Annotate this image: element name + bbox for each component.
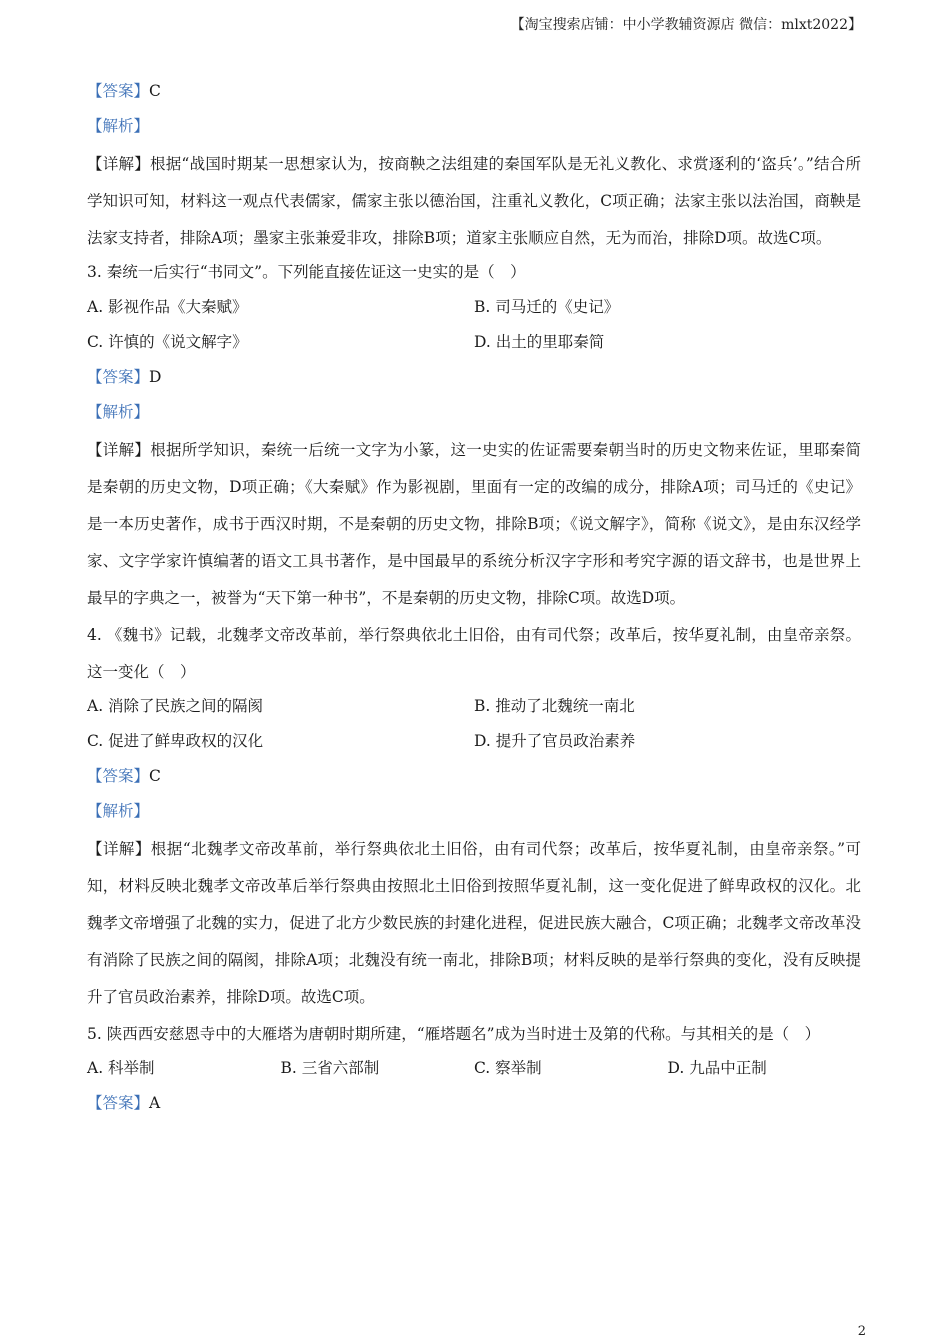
answer-value: D bbox=[149, 368, 162, 386]
answer-tag: 【答案】 bbox=[87, 82, 150, 100]
answer-value: A bbox=[149, 1094, 161, 1112]
analysis-tag: 【解析】 bbox=[87, 117, 150, 135]
q4-option-a: A. 消除了民族之间的隔阂 bbox=[87, 697, 264, 715]
q2-analysis bbox=[87, 111, 861, 146]
q5-options-row bbox=[87, 1053, 861, 1088]
q4-option-d: D. 提升了官员政治素养 bbox=[474, 732, 636, 750]
analysis-tag: 【解析】 bbox=[87, 802, 150, 820]
detail-tag: 【详解】 bbox=[87, 441, 151, 459]
q5-stem: 5. 陕西西安慈恩寺中的大雁塔为唐朝时期所建，“雁塔题名”成为当时进士及第的代称。与其相关的是（ ） bbox=[87, 1025, 821, 1043]
detail-text: 根据所学知识，秦统一后统一文字为小篆，这一史实的佐证需要秦朝当时的历史文物来佐证，里耶秦简是秦朝的历史文物，D项正确；《大秦赋》作为影视剧，里面有一定的改编的成分，排除A项；司马迁的《史记》是一本历史著作，成书于西汉时期，不是秦朝的历史文物，排除B项；《说文解字》，简称《说文》，是由东汉经学家、文字学家许慎编著的语文工具书著作，是中国最早的系统分析汉字字形和考究字源的语文辞书，也是世界上最早的字典之一，被誉为“天下第一种书”，不是秦朝的历史文物，排除C项。故选D项。 bbox=[87, 441, 861, 607]
q2-detail bbox=[87, 146, 861, 257]
detail-text: 根据“北魏孝文帝改革前，举行祭典依北土旧俗，由有司代祭；改革后，按华夏礼制，由皇帝亲祭。”可知，材料反映北魏孝文帝改革后举行祭典由按照北土旧俗到按照华夏礼制，这一变化促进了鲜卑政权的汉化。北魏孝文帝增强了北魏的实力，促进了北方少数民族的封建化进程，促进民族大融合，C项正确；北魏孝文帝改革没有消除了民族之间的隔阂，排除A项；北魏没有统一南北，排除B项；材料反映的是举行祭典的变化，没有反映提升了官员政治素养，排除D项。故选C项。 bbox=[87, 840, 861, 1006]
answer-tag: 【答案】 bbox=[87, 1094, 150, 1112]
q4-options-row-2 bbox=[87, 726, 861, 761]
q5-option-c: C. 察举制 bbox=[474, 1059, 542, 1077]
q4-options-row-1 bbox=[87, 691, 861, 726]
page-number: 2 bbox=[857, 1324, 866, 1339]
q3-option-c: C. 许慎的《说文解字》 bbox=[87, 333, 248, 351]
q4-detail bbox=[87, 831, 861, 1016]
q3-detail bbox=[87, 432, 861, 617]
answer-value: C bbox=[149, 82, 161, 100]
q3-options-row-2 bbox=[87, 327, 861, 362]
detail-text: 根据“战国时期某一思想家认为，按商鞅之法组建的秦国军队是无礼义教化、求赏逐利的‘盗兵’。”结合所学知识可知，材料这一观点代表儒家，儒家主张以德治国，注重礼义教化，C项正确；法家主张以法治国，商鞅是法家支持者，排除A项；墨家主张兼爱非攻，排除B项；道家主张顺应自然，无为而治，排除D项。故选C项。 bbox=[87, 155, 861, 247]
q5-option-d: D. 九品中正制 bbox=[667, 1059, 767, 1077]
q5-answer bbox=[87, 1088, 861, 1123]
q3-stem: 3. 秦统一后实行“书同文”。下列能直接佐证这一史实的是（ ） bbox=[87, 263, 526, 281]
q3-option-a: A. 影视作品《大秦赋》 bbox=[87, 298, 248, 316]
q4-answer bbox=[87, 761, 861, 796]
analysis-tag: 【解析】 bbox=[87, 403, 150, 421]
q4-option-c: C. 促进了鲜卑政权的汉化 bbox=[87, 732, 264, 750]
q4-analysis bbox=[87, 796, 861, 831]
q3-options-row-1 bbox=[87, 292, 861, 327]
q3-analysis bbox=[87, 397, 861, 432]
q5-option-a: A. 科举制 bbox=[87, 1059, 155, 1077]
detail-tag: 【详解】 bbox=[87, 155, 150, 173]
page-header: 【淘宝搜索店铺：中小学教辅资源店 微信：mlxt2022】 bbox=[510, 17, 862, 33]
answer-tag: 【答案】 bbox=[87, 767, 150, 785]
q5-option-b: B. 三省六部制 bbox=[280, 1059, 380, 1077]
q4-stem: 4. 《魏书》记载，北魏孝文帝改革前，举行祭典依北土旧俗，由有司代祭；改革后，按华夏礼制，由皇帝亲祭。这一变化（ ） bbox=[87, 626, 861, 681]
q2-answer bbox=[87, 76, 861, 111]
answer-value: C bbox=[149, 767, 161, 785]
answer-tag: 【答案】 bbox=[87, 368, 150, 386]
document-body bbox=[87, 76, 861, 1123]
q3-option-b: B. 司马迁的《史记》 bbox=[474, 298, 620, 316]
detail-tag: 【详解】 bbox=[87, 840, 151, 858]
q3-answer bbox=[87, 362, 861, 397]
q4-option-b: B. 推动了北魏统一南北 bbox=[474, 697, 635, 715]
q3-option-d: D. 出土的里耶秦简 bbox=[474, 333, 605, 351]
